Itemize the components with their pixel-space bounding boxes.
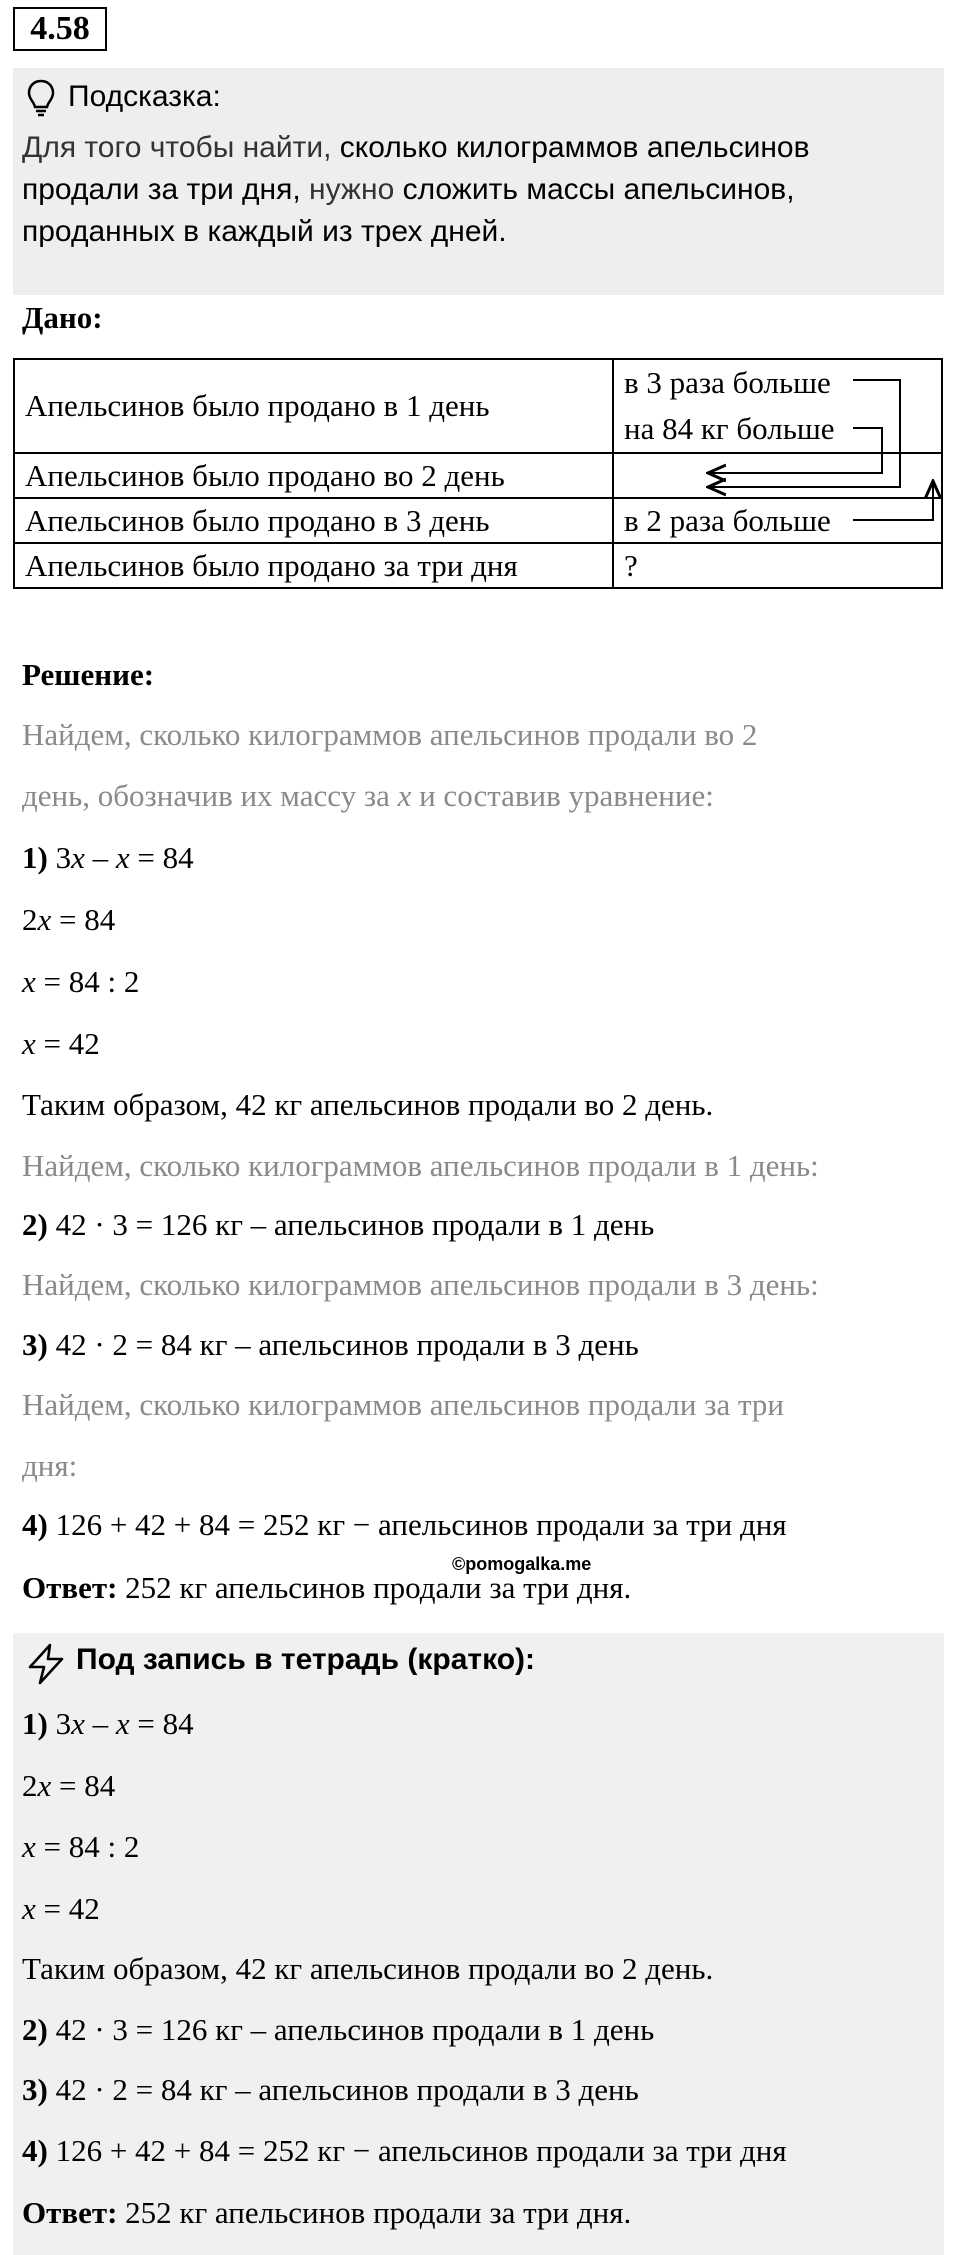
hint-text: Для того чтобы найти, сколько килограммов апельсинов продали за три дня, нужно сложить массы апельсинов, проданных в каждый из трех дней.	[22, 131, 810, 248]
given-row-value: ?	[613, 543, 942, 588]
given-row-label: Апельсинов было продано в 3 день	[14, 498, 613, 543]
step-line: 2) 42 · 3 = 126 кг – апельсинов продали в 1 день	[22, 2012, 655, 2047]
relation-arrows	[0, 0, 960, 600]
conclusion-line: Таким образом, 42 кг апельсинов продали во 2 день.	[22, 1951, 714, 1986]
equation-line: x = 42	[22, 1026, 100, 1061]
given-row-label: Апельсинов было продано во 2 день	[14, 453, 613, 498]
equation-line: x = 84 : 2	[22, 1829, 140, 1864]
notes-title: Под запись в тетрадь (кратко):	[76, 1643, 536, 1676]
given-row-value: в 2 раза больше	[613, 498, 942, 543]
lightning-icon	[24, 1642, 68, 1686]
arrow-2x	[853, 483, 933, 520]
answer-line: Ответ: 252 кг апельсинов продали за три дня.	[22, 1570, 632, 1605]
task-number: 4.58	[13, 7, 107, 51]
solution-intro: дня:	[22, 1448, 78, 1483]
step-line: 3) 42 · 2 = 84 кг – апельсинов продали в 3 день	[22, 2072, 639, 2107]
arrow-plus84	[710, 428, 882, 473]
given-row-label: Апельсинов было продано за три дня	[14, 543, 613, 588]
equation-line: 1) 3x – x = 84	[22, 840, 194, 875]
hint-title: Подсказка:	[68, 80, 221, 113]
solution-intro: Найдем, сколько килограммов апельсинов продали за три	[22, 1387, 784, 1422]
watermark: ©pomogalka.me	[452, 1554, 592, 1574]
conclusion-line: Таким образом, 42 кг апельсинов продали во 2 день.	[22, 1087, 714, 1122]
equation-line: 1) 3x – x = 84	[22, 1706, 194, 1741]
equation-line: x = 84 : 2	[22, 964, 140, 999]
solution-intro: Найдем, сколько килограммов апельсинов продали в 1 день:	[22, 1148, 819, 1183]
equation-line: 2x = 84	[22, 902, 116, 937]
given-label: Дано:	[22, 300, 103, 335]
step-line: 2) 42 · 3 = 126 кг – апельсинов продали в 1 день	[22, 1207, 655, 1242]
given-row-value: в 3 раза больше на 84 кг больше	[613, 359, 942, 453]
equation-line: x = 42	[22, 1891, 100, 1926]
given-row-label: Апельсинов было продано в 1 день	[14, 359, 613, 453]
solution-label: Решение:	[22, 657, 155, 692]
solution-intro: Найдем, сколько килограммов апельсинов продали во 2	[22, 717, 758, 752]
solution-intro: Найдем, сколько килограммов апельсинов продали в 3 день:	[22, 1267, 819, 1302]
answer-line: Ответ: 252 кг апельсинов продали за три дня.	[22, 2195, 632, 2230]
step-line: 4) 126 + 42 + 84 = 252 кг − апельсинов продали за три дня	[22, 1507, 787, 1542]
step-line: 4) 126 + 42 + 84 = 252 кг − апельсинов продали за три дня	[22, 2133, 787, 2168]
arrow-3x	[710, 380, 900, 487]
step-line: 3) 42 · 2 = 84 кг – апельсинов продали в 3 день	[22, 1327, 639, 1362]
equation-line: 2x = 84	[22, 1768, 116, 1803]
solution-intro: день, обозначив их массу за x и составив уравнение:	[22, 778, 714, 813]
